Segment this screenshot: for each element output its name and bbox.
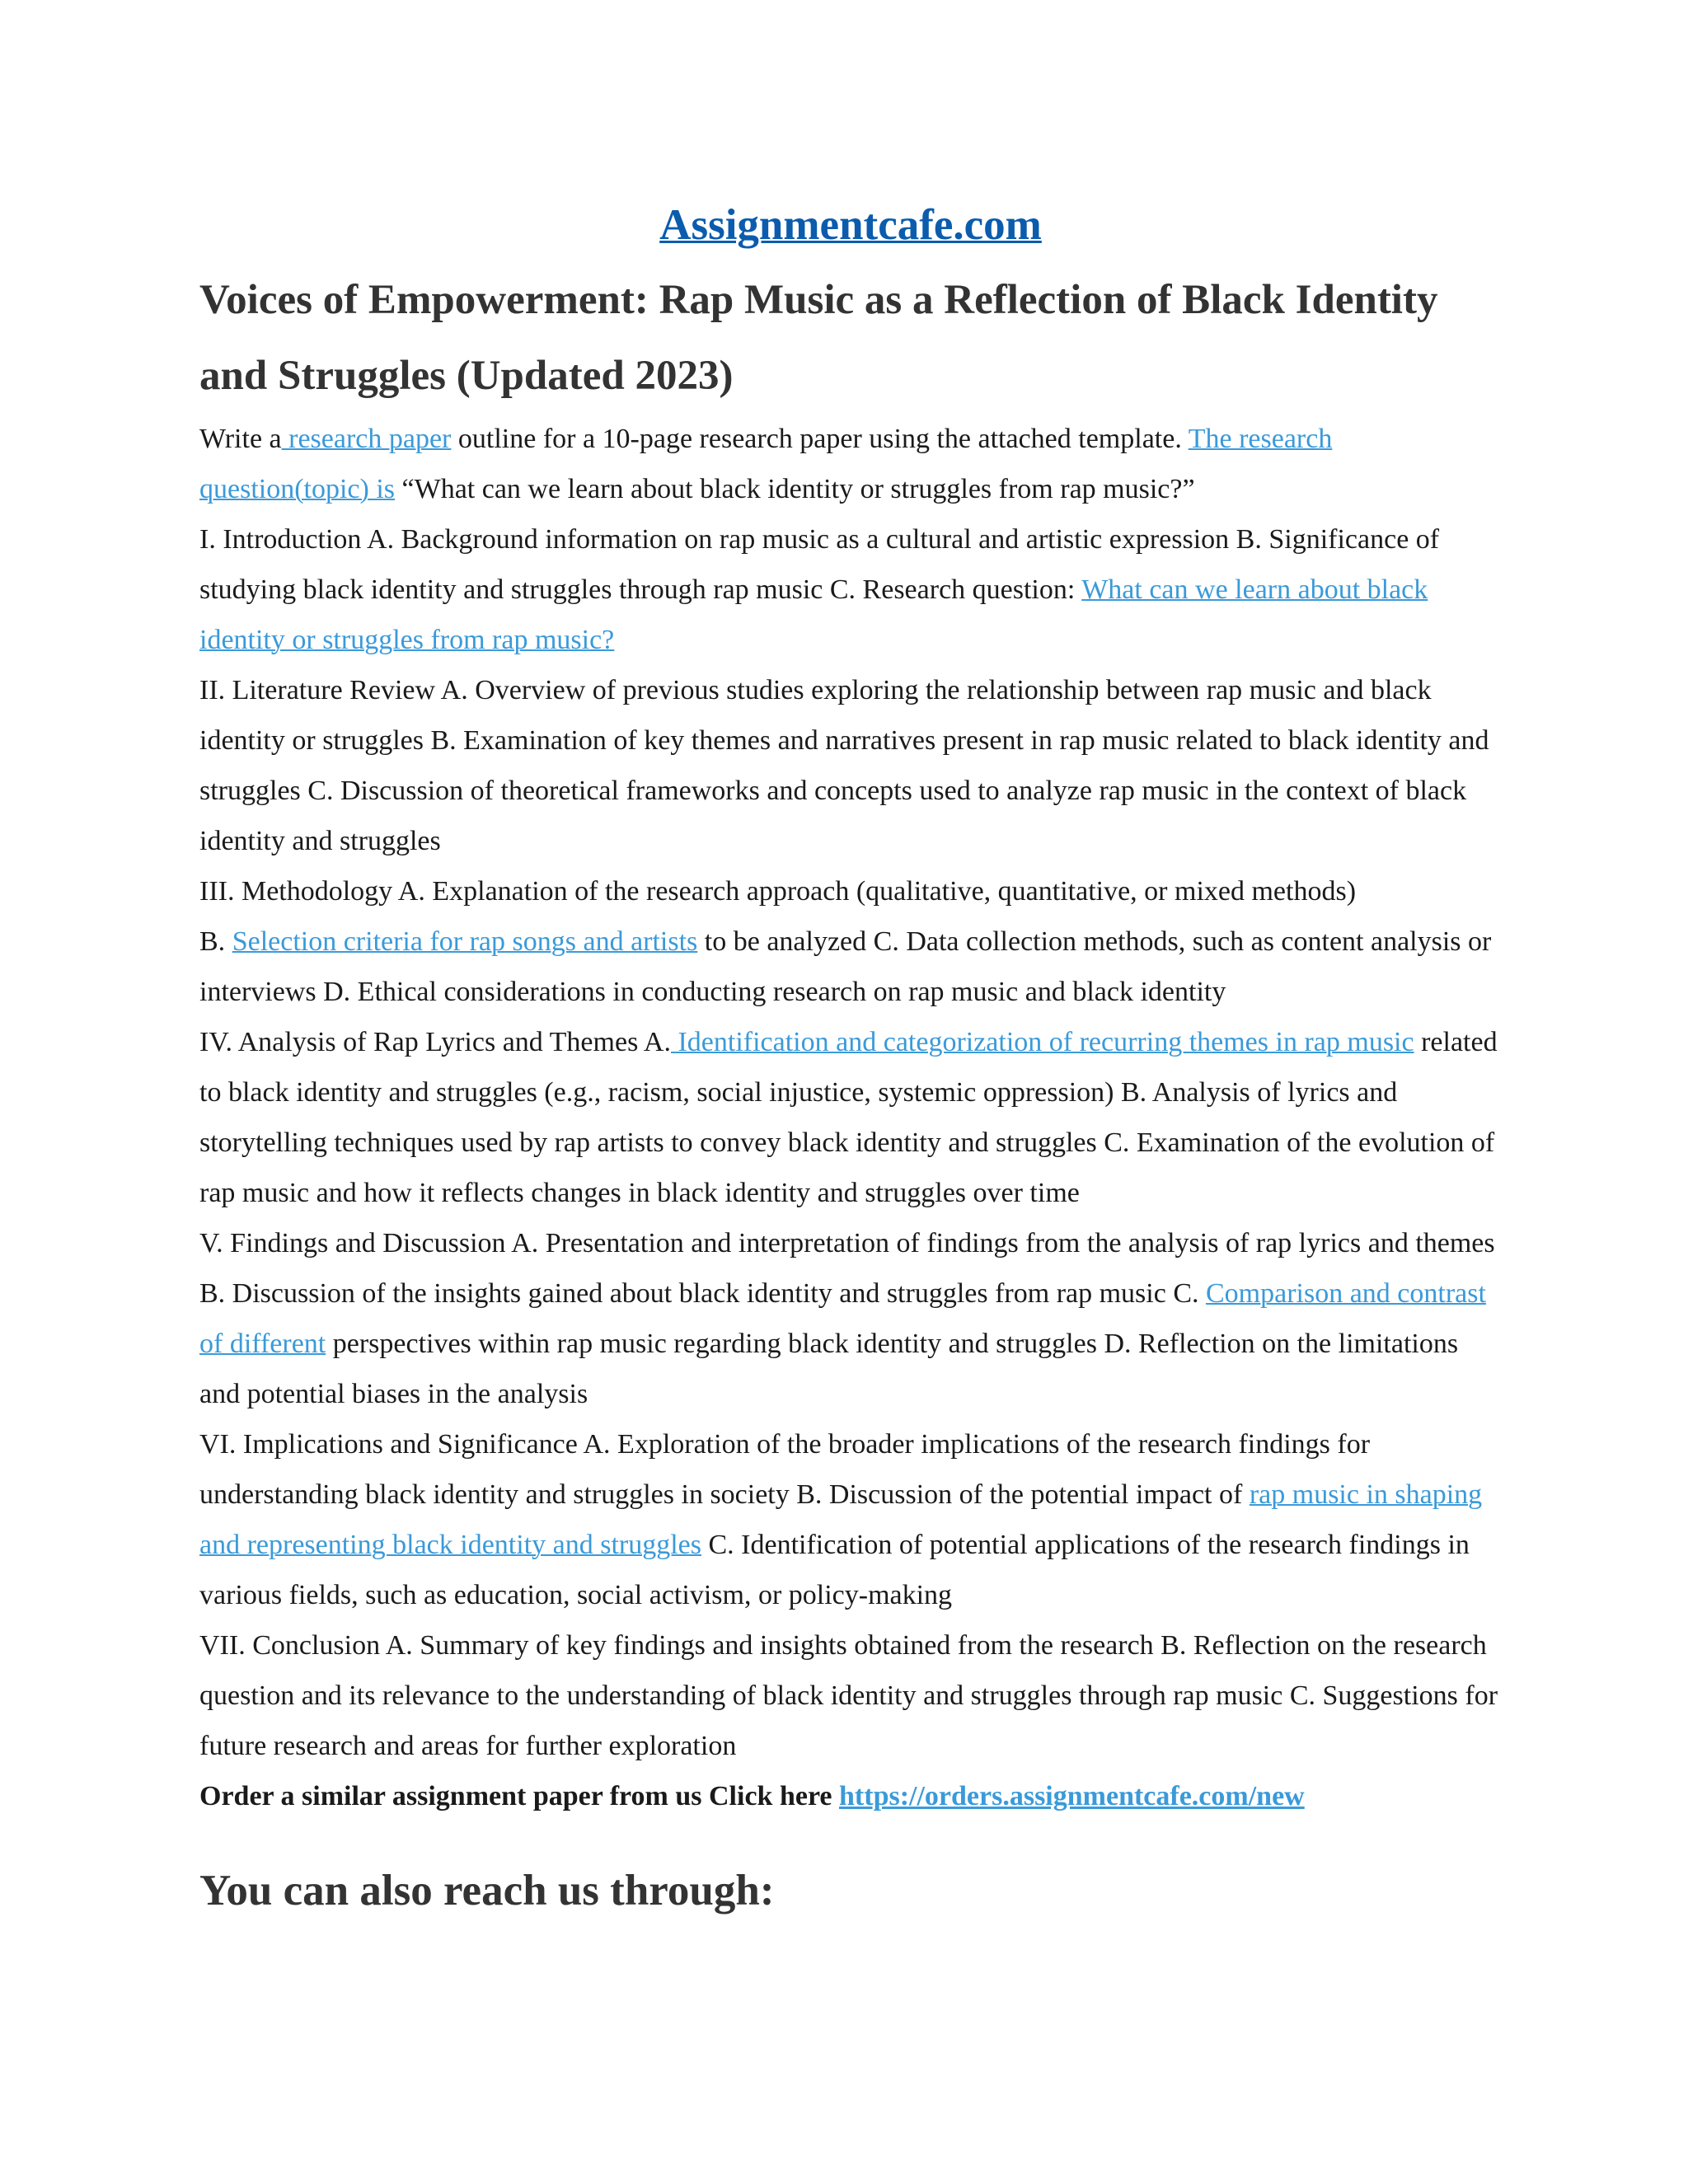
intro-text-3: “What can we learn about black identity or struggles from rap music?”	[395, 474, 1195, 504]
section-3-text-3: to be analyzed C. Data collection methods, such as content analysis or interviews D. Ethical considerations in conducting research on rap music and black identity	[199, 926, 1492, 1007]
selection-criteria-link[interactable]: Selection criteria for rap songs and artists	[232, 926, 698, 957]
research-paper-link[interactable]: research paper	[281, 424, 452, 454]
research-question-inline-link[interactable]: What can we learn about black identity or struggles from rap music?	[199, 574, 1428, 655]
order-text: Order a similar assignment paper from us Click here	[199, 1781, 840, 1811]
section-implications	[199, 1419, 1502, 1620]
section-conclusion	[199, 1620, 1502, 1771]
document-page	[199, 188, 1502, 1924]
document-title: Voices of Empowerment: Rap Music as a Reflection of Black Identity and Struggles (Updated 2023)	[199, 277, 1438, 399]
section-2-text: II. Literature Review A. Overview of previous studies exploring the relationship between rap music and black identity or struggles B. Examination of key themes and narratives present in rap music related to black identity and struggles C. Discussion of theoretical frameworks and concepts used to analyze rap music in the context of black identity and struggles	[199, 675, 1489, 856]
intro-paragraph	[199, 414, 1502, 514]
order-link[interactable]: https://orders.assignmentcafe.com/new	[839, 1781, 1305, 1811]
document-body	[199, 414, 1502, 1771]
site-link[interactable]: Assignmentcafe.com	[659, 201, 1042, 249]
section-3-text-2: B.	[199, 926, 232, 957]
site-title	[199, 188, 1502, 262]
section-5-text-2: perspectives within rap music regarding black identity and struggles D. Reflection on the limitations and potential biases in the analysis	[199, 1329, 1459, 1409]
section-3-text-1: III. Methodology A. Explanation of the research approach (qualitative, quantitative, or mixed methods)	[199, 876, 1357, 907]
section-methodology	[199, 866, 1502, 916]
rap-music-shaping-link[interactable]: rap music in shaping and representing black identity and struggles	[199, 1479, 1483, 1560]
section-7-text: VII. Conclusion A. Summary of key findings and insights obtained from the research B. Reflection on the research question and its relevance to the understanding of black identity and struggles through rap music C. Suggestions for future research and areas for further exploration	[199, 1630, 1498, 1761]
section-6-text-2: C. Identification of potential applications of the research findings in various fields, such as education, social activism, or policy-making	[199, 1530, 1470, 1610]
intro-text-1: Write a	[199, 424, 282, 454]
section-literature-review	[199, 665, 1502, 866]
comparison-contrast-link[interactable]: Comparison and contrast of different	[199, 1278, 1486, 1359]
section-1-text: I. Introduction A. Background information on rap music as a cultural and artistic expression B. Significance of studying black identity and struggles through rap music C. Research question:	[199, 524, 1440, 605]
section-4-text-1: IV. Analysis of Rap Lyrics and Themes A.	[199, 1027, 671, 1057]
section-4-text-2: related to black identity and struggles (e.g., racism, social injustice, systemic oppression) B. Analysis of lyrics and storytelling techniques used by rap artists to convey black identity and struggles C. Examination of the evolution of rap music and how it reflects changes in black identity and struggles over time	[199, 1027, 1498, 1208]
section-5-text-1: V. Findings and Discussion A. Presentation and interpretation of findings from the analysis of rap lyrics and themes B. Discussion of the insights gained about black identity and struggles from rap music C.	[199, 1228, 1495, 1309]
research-question-link[interactable]: The research question(topic) is	[199, 424, 1333, 504]
section-methodology-cont	[199, 916, 1502, 1017]
section-introduction	[199, 514, 1502, 665]
section-6-text-1: VI. Implications and Significance A. Exploration of the broader implications of the research findings for understanding black identity and struggles in society B. Discussion of the potential impact of	[199, 1429, 1371, 1510]
intro-text-2: outline for a 10-page research paper using the attached template.	[451, 424, 1189, 454]
section-findings	[199, 1218, 1502, 1419]
section-analysis	[199, 1017, 1502, 1218]
recurring-themes-link[interactable]: Identification and categorization of recurring themes in rap music	[670, 1027, 1414, 1057]
reach-us-heading: You can also reach us through:	[199, 1867, 775, 1915]
order-line	[199, 1771, 1502, 1821]
